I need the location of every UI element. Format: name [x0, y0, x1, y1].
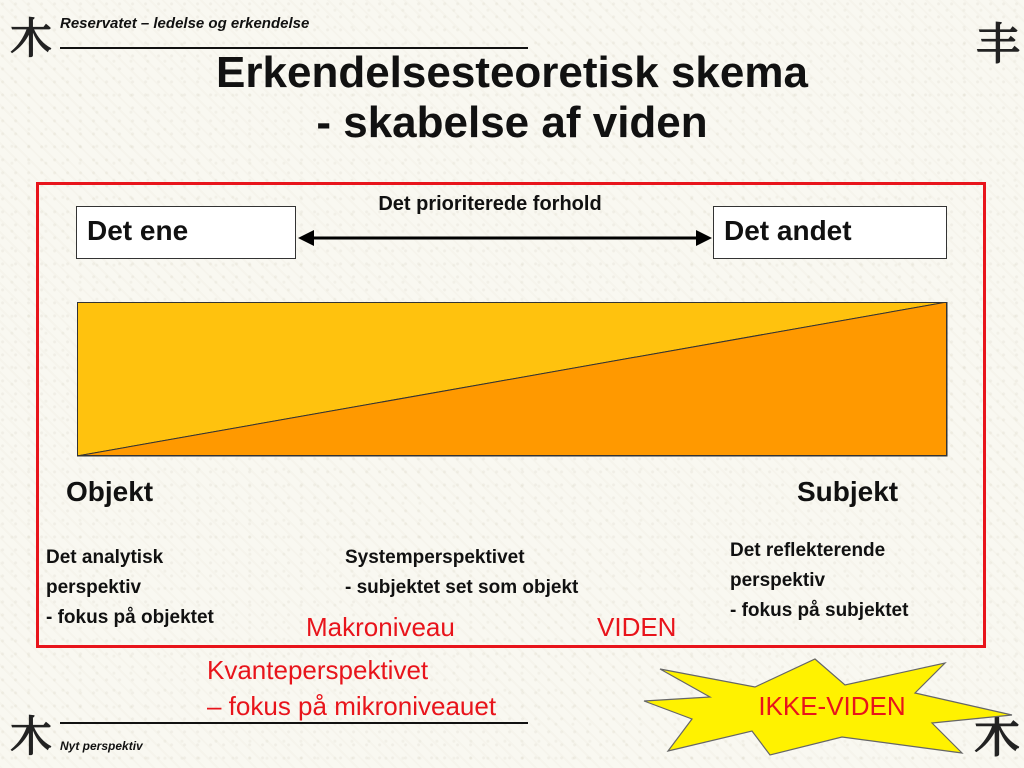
kvante-line-2: – fokus på mikroniveauet: [207, 691, 497, 721]
ikke-viden-label: IKKE-VIDEN: [758, 691, 906, 721]
pole-objekt: Objekt: [66, 476, 154, 507]
title-line-1: Erkendelsesteoretisk skema: [216, 48, 808, 97]
note-system: [345, 543, 578, 603]
double-arrow-icon: [296, 226, 714, 250]
note-line: perspektiv: [46, 577, 142, 598]
pole-subjekt: Subjekt: [797, 476, 899, 507]
header-text: Reservatet – ledelse og erkendelse: [60, 15, 310, 32]
kvante-line-1: Kvanteperspektivet: [207, 655, 429, 685]
note-line: - fokus på subjektet: [730, 600, 909, 621]
note-line: Systemperspektivet: [345, 547, 525, 568]
title-line-2: - skabelse af viden: [316, 98, 708, 147]
page-title: [0, 48, 1024, 148]
note-line: - fokus på objektet: [46, 607, 214, 628]
box-det-ene: Det ene: [76, 206, 296, 259]
note-line: perspektiv: [730, 570, 826, 591]
calligraphy-icon-bottom-right: 木: [974, 709, 1020, 763]
kvante-label: [207, 652, 496, 724]
note-line: Det reflekterende: [730, 540, 886, 561]
gradient-triangle-diagram: [77, 302, 948, 457]
viden-label: VIDEN: [597, 612, 677, 642]
note-reflective: [730, 536, 908, 626]
makroniveau-label: Makroniveau: [306, 612, 455, 642]
box-det-andet: Det andet: [713, 206, 947, 259]
note-line: - subjektet set som objekt: [345, 577, 579, 598]
footer-text: Nyt perspektiv: [60, 739, 143, 753]
relation-label: Det prioriterede forhold: [378, 193, 602, 215]
note-line: Det analytisk: [46, 547, 164, 568]
calligraphy-icon-top-left: 木: [10, 14, 53, 63]
note-analytic: [46, 543, 214, 633]
footer-divider: [60, 722, 528, 724]
calligraphy-icon-bottom-left: 木: [10, 712, 53, 761]
calligraphy-icon-top-right: 丰: [976, 19, 1020, 70]
